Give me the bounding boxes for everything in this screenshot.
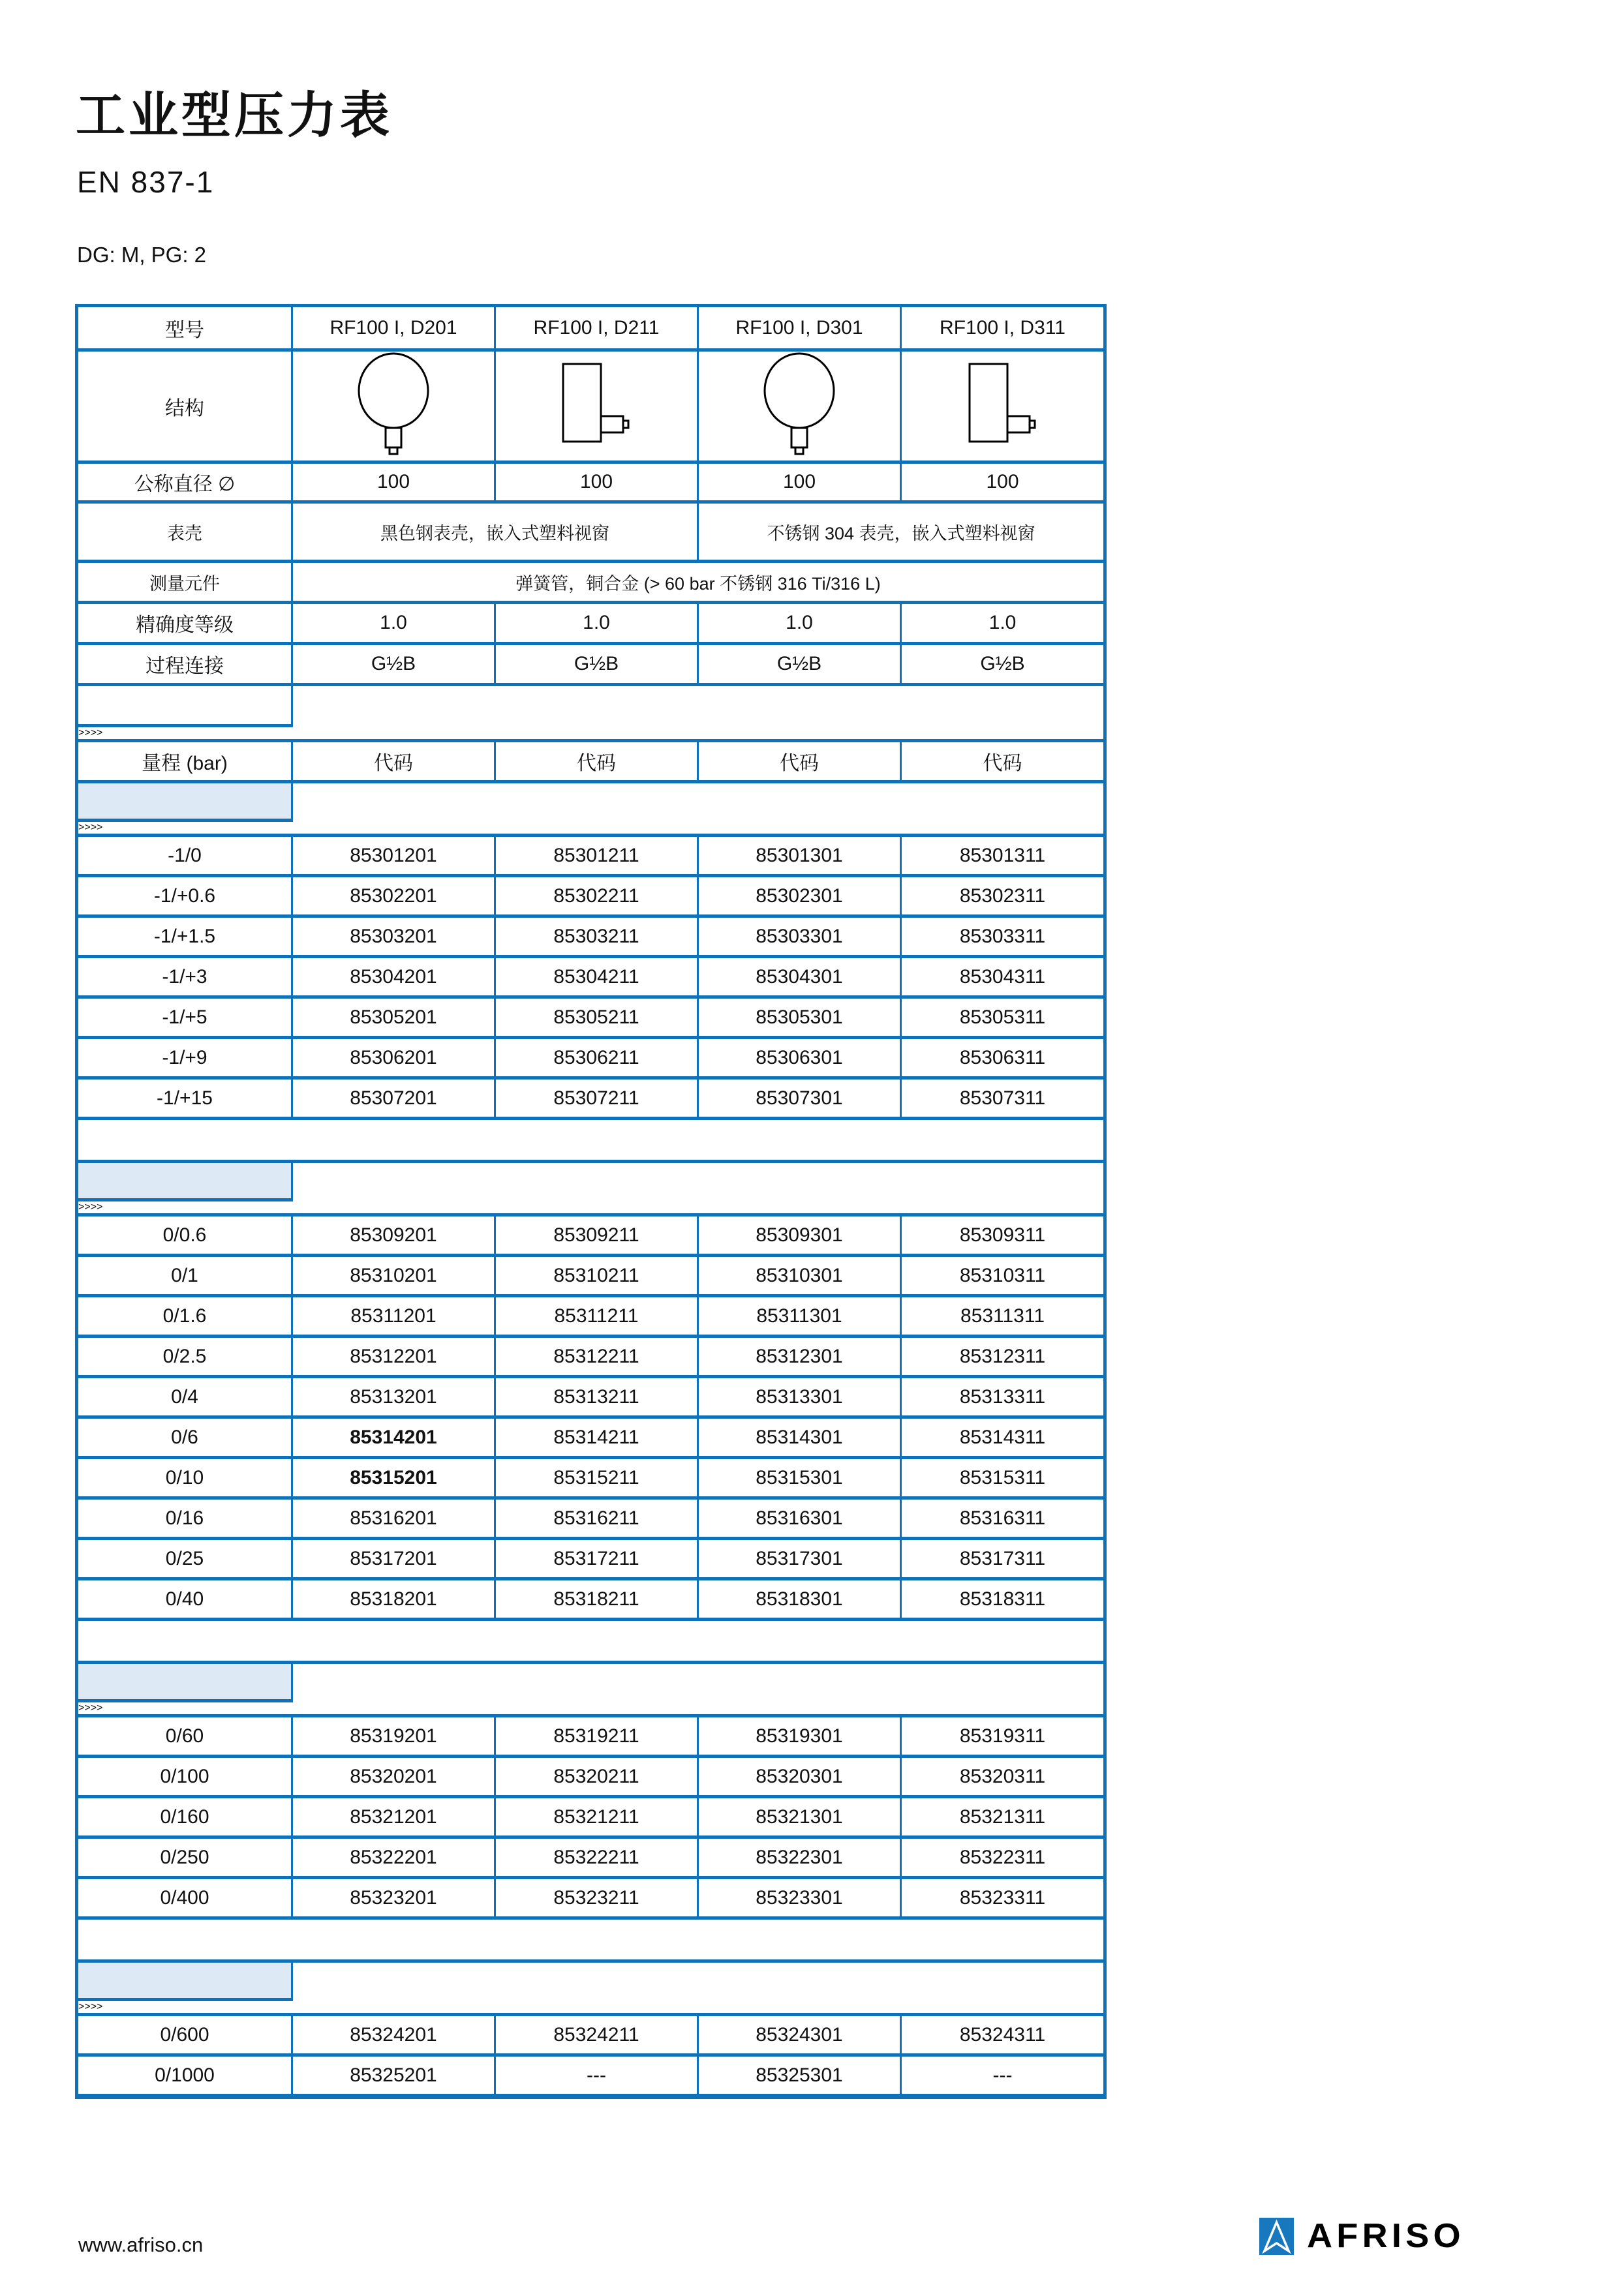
code-value: 85322201 — [292, 1837, 495, 1878]
spacer-row — [77, 685, 1105, 726]
range-row — [77, 1256, 1105, 1296]
code-value: 85301301 — [698, 836, 901, 876]
code-value: 85320211 — [495, 1757, 698, 1797]
structure-cell — [292, 350, 495, 462]
code-value: 85316311 — [901, 1498, 1105, 1539]
code-value: 85323211 — [495, 1878, 698, 1918]
range-value: 0/160 — [77, 1797, 292, 1837]
structure-row — [77, 350, 1105, 462]
code-value: 85303301 — [698, 916, 901, 957]
code-value: 85317201 — [292, 1539, 495, 1579]
code-value: 85319211 — [495, 1716, 698, 1757]
spec-row — [77, 562, 1105, 603]
spec-value: G½B — [292, 644, 495, 685]
code-value: 85312311 — [901, 1337, 1105, 1377]
range-value: -1/+3 — [77, 957, 292, 997]
code-value: 85314301 — [698, 1417, 901, 1458]
gauge-front-view-icon — [761, 352, 838, 455]
spec-value: G½B — [495, 644, 698, 685]
model-name: RF100 I, D201 — [292, 306, 495, 350]
section-divider-row — [77, 782, 1105, 821]
range-value: -1/+9 — [77, 1038, 292, 1078]
range-value: 0/4 — [77, 1377, 292, 1417]
spec-label: 精确度等级 — [77, 603, 292, 644]
spec-value: G½B — [698, 644, 901, 685]
spec-row — [77, 462, 1105, 502]
code-value: 85316301 — [698, 1498, 901, 1539]
code-value: 85320201 — [292, 1757, 495, 1797]
range-value: 0/40 — [77, 1579, 292, 1620]
code-value: 85309211 — [495, 1215, 698, 1256]
code-value: 85318301 — [698, 1579, 901, 1620]
gauge-side-view-icon — [562, 363, 631, 444]
code-header: 代码 — [698, 741, 901, 782]
range-row — [77, 1377, 1105, 1417]
range-row — [77, 957, 1105, 997]
range-row — [77, 876, 1105, 916]
range-value: 0/25 — [77, 1539, 292, 1579]
range-value: -1/+5 — [77, 997, 292, 1038]
code-value: 85305201 — [292, 997, 495, 1038]
spec-value: 弹簧管，铜合金 (> 60 bar 不锈钢 316 Ti/316 L) — [292, 562, 1105, 603]
standard-reference: EN 837-1 — [77, 165, 215, 199]
range-value: -1/+15 — [77, 1078, 292, 1119]
range-value: 0/0.6 — [77, 1215, 292, 1256]
code-value: 85321311 — [901, 1797, 1105, 1837]
code-value: 85318311 — [901, 1579, 1105, 1620]
code-value: 85309301 — [698, 1215, 901, 1256]
range-value: 0/6 — [77, 1417, 292, 1458]
range-value: 0/16 — [77, 1498, 292, 1539]
spec-value: 黑色钢表壳，嵌入式塑料视窗 — [292, 502, 698, 562]
code-value: 85303201 — [292, 916, 495, 957]
code-value: 85324301 — [698, 2015, 901, 2055]
code-value: 85317211 — [495, 1539, 698, 1579]
code-value: 85302201 — [292, 876, 495, 916]
range-value: 0/2.5 — [77, 1337, 292, 1377]
range-row — [77, 1215, 1105, 1256]
range-value: -1/0 — [77, 836, 292, 876]
code-value: 85324311 — [901, 2015, 1105, 2055]
spec-value: 1.0 — [698, 603, 901, 644]
spec-note: DG: M, PG: 2 — [77, 243, 207, 267]
range-value: 0/400 — [77, 1878, 292, 1918]
gauge-side-view-icon — [968, 363, 1037, 444]
spec-value: G½B — [901, 644, 1105, 685]
code-value: 85325201 — [292, 2055, 495, 2097]
range-row — [77, 1458, 1105, 1498]
range-row — [77, 1539, 1105, 1579]
code-value: 85323301 — [698, 1878, 901, 1918]
code-value: --- — [495, 2055, 698, 2097]
code-value: 85313211 — [495, 1377, 698, 1417]
section-gap-row — [77, 1918, 1105, 1961]
code-value: 85322301 — [698, 1837, 901, 1878]
range-row — [77, 836, 1105, 876]
code-value: 85302211 — [495, 876, 698, 916]
product-table: 型号 RF100 I, D201 RF100 I, D211 RF100 I, D301 RF100 I, D311 结构 公称直径 ∅ 100 100 100 100 表壳 黑色钢表壳，嵌入式塑料视窗 不锈钢 304 表壳，嵌入式塑料视窗 测量元件 弹簧管，铜合金 (> 60 bar 不锈钢 316 Ti/316 L) 精确度等级 1.0 1.0 1.0 1.0 过程连接 G½B G½B G½B G½B >>>>量程 (bar) 代码 代码 代码 代码 >>>>-1/0 85301201 85301211 85301301 85301311 -1/+0.6 85302201 85302211 85302301 85302311 -1/+1.5 85303201 85303211 85303301 85303311 -1/+3 85304201 85304211 85304301 85304311 -1/+5 85305201 85305211 85305301 85305311 -1/+9 85306201 85306211 85306301 85306311 -1/+15 85307201 85307211 85307301 85307311 >>>>0/0.6 85309201 85309211 85309301 85309311 0/1 85310201 85310211 85310301 85310311 0/1.6 85311201 85311211 85311301 85311311 0/2.5 85312201 85312211 85312301 85312311 0/4 85313201 85313211 85313301 85313311 0/6 85314201 85314211 85314301 85314311 0/10 85315201 85315211 85315301 85315311 0/16 85316201 85316211 85316301 85316311 0/25 85317201 85317211 85317301 85317311 0/40 85318201 85318211 85318301 85318311 >>>>0/60 85319201 85319211 85319301 85319311 0/100 85320201 85320211 85320301 85320311 0/160 85321201 85321211 85321301 85321311 0/250 85322201 85322211 85322301 85322311 0/400 85323201 85323211 85323301 85323311 >>>>0/600 85324201 85324211 85324301 85324311 0/1000 85325201 --- 85325301 --- — [75, 304, 1107, 2099]
afriso-logo-text: AFRISO — [1307, 2217, 1465, 2255]
code-value: 85305301 — [698, 997, 901, 1038]
code-value: 85323311 — [901, 1878, 1105, 1918]
range-row — [77, 1417, 1105, 1458]
code-value: 85322311 — [901, 1837, 1105, 1878]
range-value: 0/1 — [77, 1256, 292, 1296]
range-value: 0/600 — [77, 2015, 292, 2055]
spec-label: 过程连接 — [77, 644, 292, 685]
code-value: 85320301 — [698, 1757, 901, 1797]
model-name: RF100 I, D301 — [698, 306, 901, 350]
spec-label: 公称直径 ∅ — [77, 462, 292, 502]
code-value: 85301311 — [901, 836, 1105, 876]
code-header: 代码 — [901, 741, 1105, 782]
spec-value: 100 — [901, 462, 1105, 502]
code-value: 85310301 — [698, 1256, 901, 1296]
code-value: 85303311 — [901, 916, 1105, 957]
code-value: 85309311 — [901, 1215, 1105, 1256]
model-row-label: 型号 — [77, 306, 292, 350]
range-value: 0/10 — [77, 1458, 292, 1498]
range-value: 0/1000 — [77, 2055, 292, 2097]
code-value: 85307301 — [698, 1078, 901, 1119]
range-row — [77, 1038, 1105, 1078]
structure-cell — [901, 350, 1105, 462]
code-value: 85318211 — [495, 1579, 698, 1620]
spec-value: 不锈钢 304 表壳，嵌入式塑料视窗 — [698, 502, 1105, 562]
spacer-cell — [77, 685, 292, 726]
code-value: 85311301 — [698, 1296, 901, 1337]
page-title: 工业型压力表 — [76, 88, 393, 144]
spec-row — [77, 644, 1105, 685]
structure-cell — [698, 350, 901, 462]
range-value: 0/250 — [77, 1837, 292, 1878]
afriso-arrow-icon — [1259, 2218, 1294, 2255]
code-value: 85315201 — [292, 1458, 495, 1498]
code-value: 85305211 — [495, 997, 698, 1038]
section-divider-cell — [77, 1663, 292, 1701]
code-value: 85311211 — [495, 1296, 698, 1337]
code-value: 85311201 — [292, 1296, 495, 1337]
range-row — [77, 1878, 1105, 1918]
code-value: 85320311 — [901, 1757, 1105, 1797]
section-divider-row — [77, 1663, 1105, 1701]
code-value: 85314211 — [495, 1417, 698, 1458]
range-value: 0/100 — [77, 1757, 292, 1797]
code-value: 85306211 — [495, 1038, 698, 1078]
model-header-row — [77, 306, 1105, 350]
spec-value: 100 — [495, 462, 698, 502]
section-divider-cell — [77, 782, 292, 821]
code-value: 85315211 — [495, 1458, 698, 1498]
code-value: 85317301 — [698, 1539, 901, 1579]
code-value: 85314201 — [292, 1417, 495, 1458]
code-value: 85311311 — [901, 1296, 1105, 1337]
range-header-label: 量程 (bar) — [77, 741, 292, 782]
code-header: 代码 — [292, 741, 495, 782]
model-name: RF100 I, D211 — [495, 306, 698, 350]
range-header-row — [77, 741, 1105, 782]
structure-cell — [495, 350, 698, 462]
spec-value: 1.0 — [901, 603, 1105, 644]
section-gap-row — [77, 1620, 1105, 1663]
section-gap-cell — [77, 1620, 1105, 1663]
range-value: 0/60 — [77, 1716, 292, 1757]
range-value: -1/+0.6 — [77, 876, 292, 916]
gauge-front-view-icon — [355, 352, 432, 455]
range-row — [77, 1296, 1105, 1337]
spec-row — [77, 603, 1105, 644]
section-gap-cell — [77, 1918, 1105, 1961]
code-value: 85306201 — [292, 1038, 495, 1078]
range-row — [77, 1078, 1105, 1119]
structure-row-label: 结构 — [77, 350, 292, 462]
section-divider-row — [77, 1961, 1105, 2000]
code-value: --- — [901, 2055, 1105, 2097]
section-gap-row — [77, 1119, 1105, 1162]
code-value: 85307211 — [495, 1078, 698, 1119]
code-value: 85310311 — [901, 1256, 1105, 1296]
range-row — [77, 1337, 1105, 1377]
range-row — [77, 1797, 1105, 1837]
section-divider-row — [77, 1162, 1105, 1200]
code-value: 85305311 — [901, 997, 1105, 1038]
spec-value: 1.0 — [292, 603, 495, 644]
range-row — [77, 2055, 1105, 2097]
code-value: 85313301 — [698, 1377, 901, 1417]
code-value: 85303211 — [495, 916, 698, 957]
range-row — [77, 1579, 1105, 1620]
code-value: 85314311 — [901, 1417, 1105, 1458]
code-value: 85304201 — [292, 957, 495, 997]
code-value: 85318201 — [292, 1579, 495, 1620]
code-value: 85302301 — [698, 876, 901, 916]
section-divider-cell — [77, 1961, 292, 2000]
code-value: 85307311 — [901, 1078, 1105, 1119]
code-value: 85310201 — [292, 1256, 495, 1296]
website-link[interactable]: www.afriso.cn — [78, 2233, 204, 2256]
code-value: 85313201 — [292, 1377, 495, 1417]
section-divider-cell — [77, 1162, 292, 1200]
range-row — [77, 1757, 1105, 1797]
code-value: 85312301 — [698, 1337, 901, 1377]
code-value: 85319311 — [901, 1716, 1105, 1757]
code-value: 85309201 — [292, 1215, 495, 1256]
code-value: 85321211 — [495, 1797, 698, 1837]
code-value: 85315311 — [901, 1458, 1105, 1498]
code-value: 85325301 — [698, 2055, 901, 2097]
code-value: 85301211 — [495, 836, 698, 876]
code-value: 85306311 — [901, 1038, 1105, 1078]
code-value: 85304301 — [698, 957, 901, 997]
code-value: 85306301 — [698, 1038, 901, 1078]
range-value: -1/+1.5 — [77, 916, 292, 957]
spec-value: 1.0 — [495, 603, 698, 644]
spec-value: 100 — [292, 462, 495, 502]
range-row — [77, 2015, 1105, 2055]
code-value: 85315301 — [698, 1458, 901, 1498]
code-value: 85321301 — [698, 1797, 901, 1837]
code-value: 85302311 — [901, 876, 1105, 916]
code-value: 85324211 — [495, 2015, 698, 2055]
code-value: 85321201 — [292, 1797, 495, 1837]
spec-label: 测量元件 — [77, 562, 292, 603]
range-row — [77, 1498, 1105, 1539]
code-value: 85317311 — [901, 1539, 1105, 1579]
code-header: 代码 — [495, 741, 698, 782]
range-row — [77, 1716, 1105, 1757]
range-row — [77, 997, 1105, 1038]
code-value: 85307201 — [292, 1078, 495, 1119]
code-value: 85304211 — [495, 957, 698, 997]
code-value: 85324201 — [292, 2015, 495, 2055]
afriso-logo — [1259, 2216, 1465, 2256]
code-value: 85316201 — [292, 1498, 495, 1539]
code-value: 85304311 — [901, 957, 1105, 997]
code-value: 85301201 — [292, 836, 495, 876]
section-gap-cell — [77, 1119, 1105, 1162]
spec-value: 100 — [698, 462, 901, 502]
code-value: 85316211 — [495, 1498, 698, 1539]
range-value: 0/1.6 — [77, 1296, 292, 1337]
code-value: 85319301 — [698, 1716, 901, 1757]
code-value: 85310211 — [495, 1256, 698, 1296]
model-name: RF100 I, D311 — [901, 306, 1105, 350]
code-value: 85319201 — [292, 1716, 495, 1757]
code-value: 85312201 — [292, 1337, 495, 1377]
code-value: 85312211 — [495, 1337, 698, 1377]
code-value: 85322211 — [495, 1837, 698, 1878]
spec-label: 表壳 — [77, 502, 292, 562]
code-value: 85313311 — [901, 1377, 1105, 1417]
range-row — [77, 1837, 1105, 1878]
range-row — [77, 916, 1105, 957]
spec-row — [77, 502, 1105, 562]
code-value: 85323201 — [292, 1878, 495, 1918]
